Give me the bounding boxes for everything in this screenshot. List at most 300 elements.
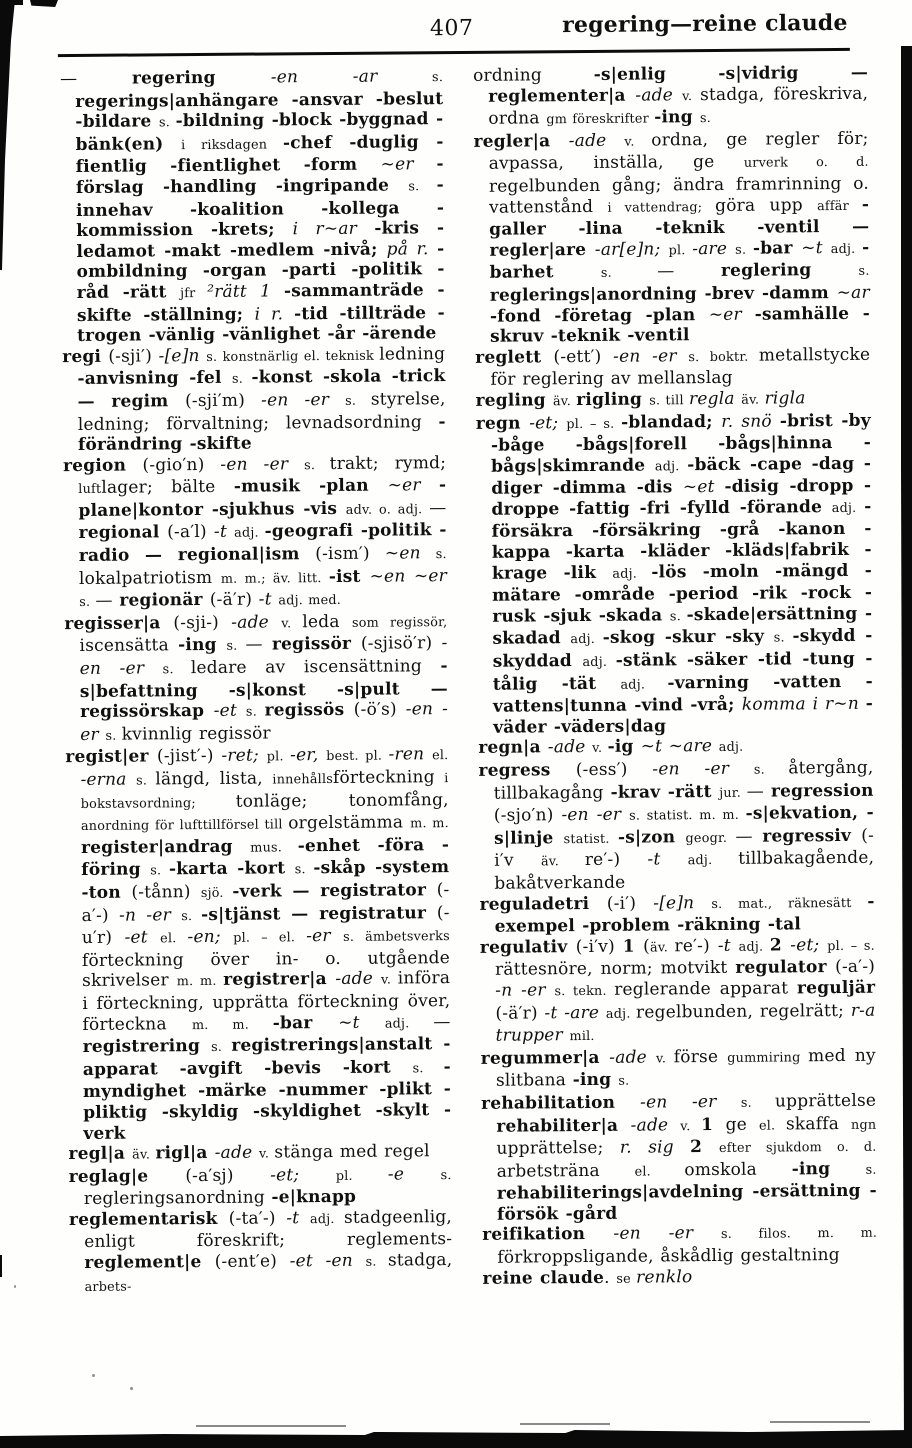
entry-segment: införa i förteckning, upprätta förteckning över, förteckna bbox=[82, 968, 451, 1035]
entry-segment: -ing bbox=[654, 107, 700, 128]
dictionary-entry bbox=[473, 129, 870, 348]
entry-segment: -en -er bbox=[613, 1223, 722, 1245]
entry-segment: s. boktr. bbox=[688, 349, 759, 365]
entry-segment: -lös -moln -mängd -mätare -område -period -rik -rock -rusk -sjuk -skada bbox=[492, 560, 873, 627]
entry-segment: ~en ~er bbox=[369, 565, 448, 587]
entry-segment: -anvisning -fel bbox=[77, 368, 233, 390]
entry-segment: adv. o. adj. bbox=[345, 502, 430, 518]
entry-segment: regisser|a bbox=[64, 613, 174, 634]
scan-artifact-speck bbox=[130, 1387, 133, 1390]
entry-segment: s. bbox=[753, 762, 789, 778]
entry-segment: — bbox=[746, 781, 772, 802]
entry-segment: -galler -lina -teknik -ventil — regler|are bbox=[489, 194, 870, 261]
entry-segment: stadgeenlig, enligt föreskrift; reglements- bbox=[84, 1206, 453, 1253]
dictionary-entry bbox=[480, 934, 876, 1048]
entry-segment: adj. bbox=[687, 853, 739, 869]
dictionary-entry bbox=[482, 1222, 877, 1268]
entry-segment: regl|a bbox=[68, 1143, 133, 1165]
dictionary-entry bbox=[63, 453, 447, 614]
entry-segment: styrelse, ledning; förvaltning; levnadsordning bbox=[77, 388, 446, 435]
entry-segment: -exempel -problem -räkning -tal bbox=[494, 891, 875, 937]
entry-segment: adj. bbox=[718, 740, 744, 756]
entry-segment: -krav -rätt bbox=[610, 781, 720, 803]
entry-segment: — bbox=[95, 590, 120, 612]
entry-segment: rigling bbox=[576, 389, 650, 410]
entry-segment: upprättelse bbox=[774, 1090, 877, 1112]
entry-segment: trakt; rymd; bbox=[329, 452, 447, 474]
entry-segment: re′-) bbox=[584, 849, 648, 871]
entry-segment: s. till bbox=[649, 393, 690, 409]
entry-segment: s. bbox=[735, 242, 753, 258]
entry-segment: -skydd -skyddad bbox=[492, 626, 873, 672]
entry-segment: m. m. bbox=[410, 816, 449, 832]
entry-segment: s. bbox=[435, 547, 447, 563]
entry-segment: v. bbox=[258, 1146, 275, 1162]
entry-segment: adj. med. bbox=[278, 593, 342, 609]
entry-segment: register|andrag bbox=[81, 836, 251, 858]
entry-segment: reglement|e bbox=[84, 1251, 215, 1274]
entry-segment: s. bbox=[181, 908, 202, 924]
entry-segment: -skog -skur -sky bbox=[602, 626, 774, 649]
entry-segment: (-i′v) bbox=[575, 936, 623, 957]
entry-segment: regional bbox=[78, 522, 168, 544]
entry-segment: 2 bbox=[690, 1137, 719, 1158]
entry-segment: -stänk -säker -tid -tung -tålig -tät bbox=[492, 648, 873, 695]
entry-segment: reglering bbox=[720, 260, 859, 282]
dictionary-entry bbox=[478, 758, 874, 895]
entry-segment: i vattendrag; bbox=[607, 199, 716, 216]
entry-segment: 2 bbox=[769, 935, 791, 956]
entry-segment: -fond -företag -plan bbox=[489, 304, 709, 327]
entry-segment: ²rätt 1 bbox=[207, 281, 285, 302]
entry-segment: -et; bbox=[270, 1164, 336, 1186]
entry-segment: -plane|kontor -sjukhus -vis bbox=[78, 475, 447, 521]
entry-segment: adj. bbox=[570, 632, 603, 648]
entry-segment: -en -er bbox=[79, 633, 448, 679]
entry-segment: rehabiliterings|avdelning -ersättning -försök -gård bbox=[496, 1180, 877, 1225]
entry-segment: -s|befattning -s|konst -s|pult — regissörskap bbox=[79, 656, 448, 723]
entry-segment: adj. bbox=[309, 1211, 344, 1228]
scan-artifact-streak bbox=[196, 1425, 346, 1427]
entry-segment: arbetsträna bbox=[496, 1160, 635, 1182]
entry-segment: sjö. bbox=[200, 885, 233, 901]
entry-segment: gm föreskrifter bbox=[546, 111, 655, 128]
entry-segment: -ren bbox=[388, 744, 433, 765]
dictionary-entry bbox=[473, 63, 869, 132]
entry-segment: (-tånn) bbox=[131, 881, 201, 903]
dictionary-entry bbox=[481, 1045, 876, 1093]
entry-segment: (-a′sj) bbox=[185, 1165, 271, 1186]
entry-segment: luft bbox=[78, 482, 102, 498]
entry-segment: ~ar bbox=[836, 282, 870, 303]
entry-segment: -en -er bbox=[80, 699, 449, 745]
entry-segment: äv. bbox=[741, 392, 765, 408]
entry-segment: -er bbox=[306, 926, 344, 947]
entry-segment: ledning bbox=[379, 343, 446, 365]
entry-segment: v. bbox=[624, 134, 652, 150]
entry-segment: (-sji-) bbox=[173, 612, 232, 634]
entry-segment: -bar bbox=[752, 238, 802, 259]
entry-segment: -ing bbox=[791, 1158, 866, 1180]
entry-segment: v. bbox=[592, 741, 608, 757]
entry-segment: v. bbox=[682, 88, 701, 104]
entry-segment: -e|knapp bbox=[271, 1187, 357, 1208]
entry-segment: -väder -väders|dag bbox=[493, 693, 874, 738]
entry-segment: regn|a bbox=[478, 737, 548, 759]
entry-segment: -tid -tillträde -trogen -vänlig -vänlighet -år -ärende bbox=[77, 302, 445, 347]
entry-segment: regummer|a bbox=[480, 1047, 610, 1069]
entry-segment: -[e]n bbox=[158, 345, 207, 367]
entry-segment: regionär bbox=[119, 590, 210, 611]
entry-segment: jur. bbox=[719, 785, 747, 801]
entry-segment: adj. bbox=[612, 566, 652, 582]
entry-segment: 1 bbox=[700, 1114, 726, 1135]
entry-segment: -konst -skola -trick — regim bbox=[77, 366, 446, 412]
entry-segment: komma i r~n bbox=[741, 694, 866, 715]
entry-segment: m. m.; äv. litt. bbox=[220, 570, 329, 587]
entry-segment: adj. bbox=[830, 241, 863, 257]
entry-segment: s. bbox=[245, 704, 265, 720]
entry-segment: -ist bbox=[328, 566, 370, 587]
entry-segment: rigla bbox=[764, 388, 806, 409]
entry-segment: metallstycke för reglering av mellanslag bbox=[490, 344, 871, 391]
entry-segment: (-a′l) bbox=[167, 522, 215, 543]
dictionary-entry bbox=[481, 1091, 877, 1226]
entry-segment: ~en bbox=[384, 543, 436, 564]
entry-segment: på r. bbox=[386, 238, 438, 260]
entry-segment: äv. bbox=[132, 1147, 156, 1163]
entry-segment: -ade bbox=[231, 612, 282, 633]
dictionary-entry bbox=[482, 1265, 877, 1291]
entry-segment: -musik -plan bbox=[233, 475, 388, 498]
entry-segment: -sammanträde -skifte -ställning; bbox=[76, 280, 445, 326]
entry-segment: (-ism′) bbox=[315, 543, 385, 565]
entry-segment: -samhälle -skruv -teknik -ventil bbox=[490, 303, 871, 347]
entry-segment: -innehav -koalition -kollega -kommission -krets; bbox=[76, 175, 445, 242]
entry-segment: reglag|e bbox=[68, 1165, 186, 1187]
entry-segment: -t bbox=[286, 1208, 311, 1229]
entry-segment: s. bbox=[226, 639, 246, 655]
entry-segment: -n -er bbox=[495, 980, 555, 1001]
entry-segment: r. sig bbox=[619, 1137, 691, 1158]
entry-segment: efter sjukdom o. d. bbox=[718, 1139, 877, 1157]
entry-segment: regression bbox=[770, 780, 874, 802]
entry-segment: -ing bbox=[572, 1070, 619, 1091]
entry-segment: (-sjo′n) bbox=[493, 805, 562, 826]
entry-segment: -myndighet -märke -nummer -plikt -pliktig -skyldig -skyldighet -skylt -verk bbox=[82, 1056, 452, 1144]
entry-segment: (-ä′r) bbox=[209, 589, 259, 611]
entry-segment: el. bbox=[431, 748, 449, 764]
entry-segment: el. bbox=[160, 931, 188, 947]
entry-segment: äv. bbox=[649, 940, 675, 956]
entry-segment: -s|tjänst — registratur bbox=[201, 902, 437, 925]
entry-segment: s. konstnärlig el. teknisk bbox=[206, 348, 380, 365]
entry-segment: (-a′-) bbox=[835, 957, 876, 978]
entry-segment: ~t ~are bbox=[640, 736, 719, 757]
entry-segment: s. bbox=[858, 264, 870, 280]
entry-segment: r-a trupper bbox=[495, 1000, 876, 1046]
entry-segment: ordna, ge regler för; avpassa, inställa, ge bbox=[488, 128, 869, 175]
entry-segment: arbets- bbox=[84, 1279, 132, 1295]
entry-segment: -ing bbox=[178, 635, 227, 656]
entry-segment: ~er bbox=[380, 154, 437, 175]
entry-segment: -et -en bbox=[289, 1250, 366, 1272]
entry-segment: -verk — registrator bbox=[232, 880, 437, 902]
entry-segment: som regissör, bbox=[351, 614, 448, 631]
entry-segment: längd, lista, bbox=[155, 768, 273, 790]
dictionary-entry bbox=[475, 344, 870, 390]
entry-segment: s. ämbetsverks bbox=[343, 929, 450, 946]
entry-segment: . bbox=[604, 1267, 617, 1288]
entry-segment: adj. bbox=[582, 654, 616, 671]
entry-segment: (-sji′) bbox=[108, 346, 159, 367]
entry-segment: pl. bbox=[668, 242, 693, 259]
entry-segment: mus. bbox=[250, 840, 298, 856]
scan-artifact-top-dash bbox=[10, 0, 23, 5]
entry-segment: -ar[e]n; bbox=[594, 239, 669, 260]
entry-segment: urverk o. d. bbox=[743, 155, 869, 172]
entry-segment: -en -ar bbox=[270, 66, 433, 88]
entry-segment: registrerings|anstalt -apparat -avgift -bevis -kort bbox=[82, 1034, 451, 1080]
entry-segment: gummiring bbox=[727, 1049, 809, 1066]
entry-segment: göra upp bbox=[715, 194, 818, 216]
entry-segment: — bbox=[429, 497, 447, 519]
entry-segment: el. bbox=[634, 1163, 685, 1180]
entry-segment: -t bbox=[647, 849, 688, 870]
entry-segment: -ade bbox=[568, 130, 625, 151]
entry-segment: regissös bbox=[264, 700, 354, 721]
entry-segment: stadga, föreskriva, ordna bbox=[488, 83, 869, 129]
entry-segment: ge bbox=[725, 1114, 760, 1135]
entry-segment: se bbox=[616, 1271, 637, 1287]
dictionary-entry bbox=[65, 744, 451, 1144]
entry-segment: ~er bbox=[387, 475, 440, 496]
entry-segment: -t bbox=[258, 589, 279, 610]
entry-segment: pl. – s. bbox=[827, 938, 875, 954]
entry-segment: kvinnlig regissör bbox=[121, 723, 271, 745]
entry-segment: regla bbox=[688, 388, 742, 410]
entry-segment: adj. bbox=[620, 676, 668, 693]
entry-segment: stänga med regel bbox=[274, 1141, 430, 1163]
entry-segment: regi bbox=[62, 346, 109, 367]
entry-segment: renklo bbox=[636, 1266, 693, 1288]
entry-segment: -ade bbox=[609, 1047, 656, 1068]
entry-segment: -n -er bbox=[118, 904, 182, 926]
entry-segment: pl. – s. bbox=[566, 416, 622, 432]
entry-segment: s. bbox=[294, 862, 314, 878]
entry-segment: reguladetri bbox=[479, 893, 607, 915]
entry-segment: regulativ bbox=[479, 936, 576, 958]
entry-segment: regering bbox=[131, 67, 271, 89]
entry-segment: — bbox=[245, 634, 273, 656]
entry-segment: reifikation bbox=[482, 1224, 614, 1246]
entry-segment: -bildning -block -byggnad -bänk(en) bbox=[75, 109, 444, 155]
entry-segment: lokalpatriotism bbox=[78, 567, 221, 589]
entry-segment: -e bbox=[387, 1163, 441, 1185]
entry-segment: -et; bbox=[790, 934, 828, 956]
entry-segment: rättesnöre, norm; motvikt bbox=[494, 958, 736, 981]
left-column bbox=[60, 66, 453, 1298]
entry-segment: förteckning över in- o. utgående skrivelser bbox=[81, 947, 451, 992]
entry-segment: -försäkra -försäkring -grå -kanon -kappa -karta -kläder -kläds|fabrik -krage -lik bbox=[491, 496, 872, 584]
scan-artifact-left-edge-mark bbox=[0, 1255, 2, 1277]
entry-segment: -s|enlig -s|vidrig — reglementer|a bbox=[488, 62, 869, 107]
entry-segment: regler|a bbox=[473, 130, 569, 152]
entry-segment: adj. bbox=[605, 1006, 637, 1022]
entry-segment: med ny slitbana bbox=[495, 1045, 876, 1092]
entry-segment: upprättelse; bbox=[496, 1137, 620, 1159]
entry-segment: -t bbox=[717, 935, 739, 956]
entry-segment: -ade bbox=[630, 1114, 681, 1136]
entry-segment: -ombildning -organ -parti -politik -råd -rätt bbox=[76, 238, 445, 303]
entry-segment: -t bbox=[213, 522, 235, 543]
page-number: 407 bbox=[429, 15, 474, 42]
entry-segment: affär bbox=[817, 198, 862, 214]
entry-segment: s. bbox=[431, 70, 444, 86]
dictionary-entry bbox=[476, 410, 874, 738]
entry-segment: adj. bbox=[384, 1015, 434, 1032]
entry-segment: (-ta′-) bbox=[228, 1208, 287, 1229]
entry-segment: -ret; bbox=[221, 745, 267, 767]
running-head: regering—reine claude bbox=[562, 9, 848, 39]
entry-segment: -chef -duglig -fientlig -fientlighet -form bbox=[75, 131, 444, 178]
entry-segment: -blandad; bbox=[620, 411, 722, 433]
entry-segment: adj. bbox=[654, 458, 688, 475]
entry-segment: s. bbox=[365, 1254, 388, 1270]
entry-segment: v. bbox=[680, 1118, 702, 1134]
entry-segment: (-ent′e) bbox=[214, 1251, 290, 1272]
entry-segment: regulator bbox=[735, 957, 836, 979]
entry-segment: (-jist′-) bbox=[156, 746, 222, 767]
entry-segment: -förändring -skifte bbox=[77, 411, 446, 456]
entry-segment: (-i′) bbox=[606, 893, 654, 914]
entry-segment: s. filos. m. m. bbox=[720, 1226, 878, 1243]
entry-segment: ordning bbox=[472, 64, 594, 86]
entry-segment: s. bbox=[79, 595, 96, 611]
entry-segment: — bbox=[433, 1011, 451, 1032]
entry-segment: v. bbox=[655, 1051, 674, 1067]
entry-segment: s. bbox=[440, 1167, 452, 1183]
entry-segment: i r~ar bbox=[292, 218, 375, 240]
entry-segment: -enhet -föra -föring bbox=[81, 834, 450, 881]
entry-segment: rehabilitation bbox=[481, 1092, 641, 1114]
entry-segment: -ade bbox=[547, 737, 593, 758]
dictionary-entry bbox=[476, 388, 871, 414]
entry-segment: äv. bbox=[540, 854, 585, 870]
entry-segment: -s|ekvation, -s|linje bbox=[493, 802, 874, 849]
entry-segment: v. bbox=[380, 972, 398, 988]
entry-segment: tonläge; tonomfång, bbox=[235, 789, 449, 812]
entry-segment: leda bbox=[302, 611, 353, 633]
entry-segment: regressiv bbox=[762, 825, 862, 847]
entry-segment: stadga, bbox=[387, 1250, 453, 1271]
entry-segment: -s|zon bbox=[617, 826, 686, 848]
entry-segment: förteckning bbox=[332, 767, 445, 788]
entry-segment: s. bbox=[303, 457, 330, 473]
entry-segment: äv. bbox=[552, 393, 577, 410]
entry-segment: -en -er bbox=[261, 389, 346, 411]
entry-segment: s. bbox=[618, 1073, 630, 1090]
entry-segment: (-ess′) bbox=[575, 759, 653, 781]
entry-segment: (-a′-) bbox=[81, 880, 450, 926]
entry-segment: -bar bbox=[272, 1012, 339, 1033]
entry-segment: m. m. bbox=[176, 974, 224, 990]
entry-segment: v. bbox=[281, 616, 303, 632]
entry-segment: s. bbox=[150, 863, 169, 879]
entry-segment: -skåp -system -ton bbox=[81, 857, 450, 903]
entry-segment: -en -er bbox=[613, 345, 689, 367]
entry-segment: s. bbox=[345, 393, 371, 409]
entry-segment: regelbunden, regelrätt; bbox=[635, 1000, 851, 1023]
entry-segment: skaffa bbox=[785, 1113, 852, 1134]
entry-segment: 1 bbox=[622, 936, 644, 957]
entry-segment: adj. bbox=[831, 500, 865, 516]
entry-segment: -en -er bbox=[561, 804, 630, 826]
entry-segment: — bbox=[735, 826, 763, 847]
entry-segment: reglementarisk bbox=[68, 1208, 229, 1230]
dictionary-entry bbox=[60, 66, 445, 347]
entry-segment: region bbox=[63, 455, 143, 476]
entry-segment: i riksdagen bbox=[180, 137, 283, 153]
entry-segment: (-sjisö′r) bbox=[360, 633, 442, 655]
entry-segment: ~t bbox=[338, 1012, 385, 1033]
entry-segment: -ade bbox=[214, 1142, 260, 1164]
scan-artifact-streak bbox=[520, 1423, 610, 1425]
entry-segment: -en -er bbox=[652, 758, 754, 780]
entry-segment: -en; bbox=[187, 926, 234, 948]
entry-segment: omskola bbox=[684, 1159, 792, 1180]
entry-segment: -er, bbox=[290, 745, 327, 766]
header-rule bbox=[58, 48, 850, 57]
entry-segment: -erna bbox=[80, 769, 137, 790]
entry-segment: rigl|a bbox=[155, 1143, 215, 1164]
entry-segment: -t -are bbox=[544, 1002, 606, 1023]
dictionary-entry bbox=[64, 611, 448, 748]
dictionary-entry bbox=[479, 891, 874, 937]
entry-segment: (-i′v bbox=[494, 825, 875, 872]
dictionary-entry bbox=[69, 1164, 452, 1210]
entry-segment: iscensätta bbox=[79, 635, 179, 657]
entry-segment: -et bbox=[213, 700, 246, 722]
entry-segment: adj. bbox=[234, 525, 265, 542]
entry-segment: regleringsanordning bbox=[83, 1187, 272, 1210]
dictionary-entry bbox=[68, 1141, 451, 1167]
entry-segment: regn bbox=[475, 412, 530, 434]
entry-segment: (-gio′n) bbox=[142, 454, 221, 476]
entry-segment: — bbox=[657, 261, 722, 282]
entry-segment: s. bbox=[412, 1060, 444, 1077]
entry-segment: s. mat., räknesätt bbox=[711, 895, 868, 912]
entry-segment: -et bbox=[124, 927, 161, 948]
entry-segment: återgång, tillbakagång bbox=[493, 757, 874, 804]
entry-segment: -ig bbox=[607, 736, 641, 758]
entry-segment: i bokstavsordning; bbox=[80, 771, 449, 812]
entry-segment: mil. bbox=[569, 1029, 595, 1045]
entry-segment: m. m. bbox=[191, 1016, 273, 1033]
dictionary-entry bbox=[478, 735, 873, 761]
entry-segment: r. snö bbox=[721, 410, 780, 432]
entry-segment: jfr bbox=[179, 285, 208, 302]
scan-artifact-speck bbox=[92, 1374, 95, 1377]
entry-segment: förkroppsligande, åskådlig gestaltning bbox=[497, 1245, 840, 1268]
scan-artifact-streak bbox=[770, 1421, 870, 1423]
entry-segment: best. pl. bbox=[326, 748, 389, 765]
entry-segment: -et; bbox=[529, 412, 567, 433]
entry-segment: s. statist. m. m. bbox=[629, 807, 746, 824]
entry-segment: (-sji′m) bbox=[184, 390, 262, 412]
entry-segment: regissör bbox=[271, 634, 361, 655]
entry-segment: regerings|anhängare -ansvar -beslut -bildare bbox=[75, 88, 444, 133]
